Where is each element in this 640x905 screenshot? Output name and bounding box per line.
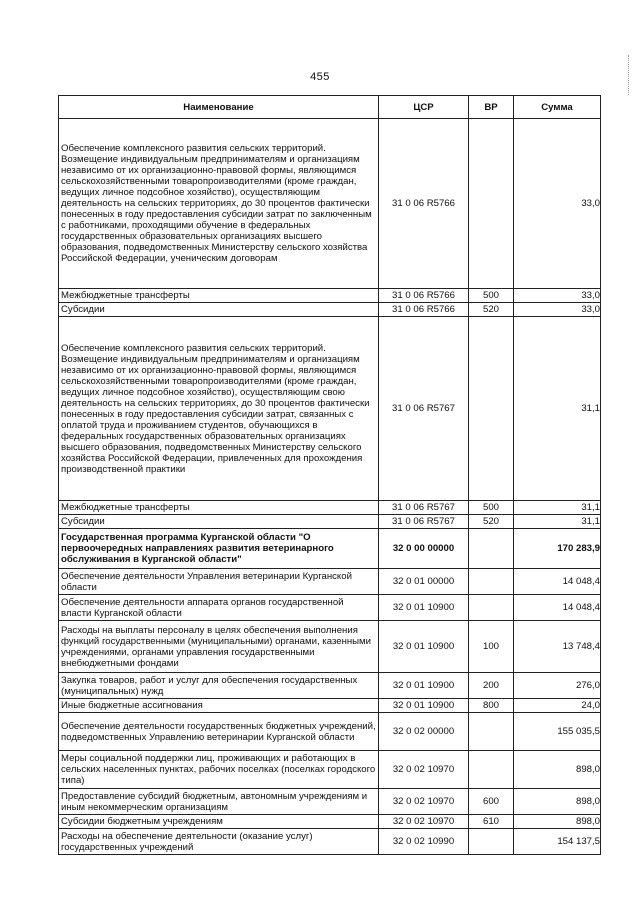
- header-csr: ЦСР: [379, 96, 469, 119]
- table-row: [59, 673, 601, 699]
- cell-csr: 32 0 00 00000: [379, 529, 469, 569]
- cell-sum: 13 748,4: [514, 621, 601, 673]
- cell-vr: 100: [469, 621, 514, 673]
- cell-sum: 155 035,5: [514, 713, 601, 751]
- cell-vr: [469, 595, 514, 621]
- cell-name: Межбюджетные трансферты: [59, 501, 379, 515]
- table-row: [59, 699, 601, 713]
- cell-sum: 31,1: [514, 501, 601, 515]
- cell-sum: 14 048,4: [514, 595, 601, 621]
- table-row: [59, 621, 601, 673]
- cell-sum: 33,0: [514, 119, 601, 289]
- cell-name: Расходы на обеспечение деятельности (оказание услуг) государственных учреждений: [59, 829, 379, 855]
- table-row: [59, 501, 601, 515]
- header-vr: ВР: [469, 96, 514, 119]
- cell-vr: [469, 713, 514, 751]
- table-row: [59, 119, 601, 289]
- cell-csr: 32 0 02 10970: [379, 789, 469, 815]
- cell-vr: 500: [469, 501, 514, 515]
- table-row: [59, 303, 601, 317]
- cell-vr: [469, 119, 514, 289]
- cell-vr: 520: [469, 515, 514, 529]
- cell-sum: 31,1: [514, 317, 601, 501]
- cell-name: Обеспечение деятельности аппарата органов государственной власти Курганской области: [59, 595, 379, 621]
- cell-csr: 32 0 01 10900: [379, 673, 469, 699]
- cell-name: Обеспечение деятельности государственных бюджетных учреждений, подведомственных Управлению ветеринарии Курганской области: [59, 713, 379, 751]
- cell-name: Субсидии: [59, 515, 379, 529]
- table-header-row: [59, 96, 601, 119]
- cell-csr: 31 0 06 R5767: [379, 501, 469, 515]
- cell-name: Обеспечение деятельности Управления ветеринарии Курганской области: [59, 569, 379, 595]
- cell-name: Обеспечение комплексного развития сельских территорий. Возмещение индивидуальным предпринимателям и организациям независимо от их организационно-правовой формы, являющимся сельскохозяйственными товаропроизводителями (кроме граждан, ведущих личное подсобное хозяйство), осуществляющим свою деятельность на сельских территориях, до 30 процентов фактически понесенных в году предоставления субсидии затрат, связанных с оплатой труда и проживанием студентов, обучающихся в федеральных государственных образовательных организациях высшего образования, подведомственных Министерству сельского хозяйства Российской Федерации, привлеченных для прохождения производственной практики: [59, 317, 379, 501]
- cell-vr: 200: [469, 673, 514, 699]
- cell-csr: 32 0 01 10900: [379, 699, 469, 713]
- table-row: [59, 595, 601, 621]
- cell-csr: 31 0 06 R5767: [379, 317, 469, 501]
- cell-csr: 32 0 02 10970: [379, 815, 469, 829]
- cell-vr: [469, 751, 514, 789]
- cell-sum: 24,0: [514, 699, 601, 713]
- table-row: [59, 713, 601, 751]
- cell-csr: 31 0 06 R5766: [379, 119, 469, 289]
- cell-sum: 33,0: [514, 289, 601, 303]
- cell-name: Субсидии: [59, 303, 379, 317]
- cell-csr: 32 0 02 10970: [379, 751, 469, 789]
- table-row: [59, 529, 601, 569]
- cell-name: Предоставление субсидий бюджетным, автономным учреждениям и иным некоммерческим организациям: [59, 789, 379, 815]
- scan-edge-mark: [628, 55, 630, 95]
- cell-sum: 898,0: [514, 815, 601, 829]
- cell-csr: 31 0 06 R5766: [379, 303, 469, 317]
- table-body: [59, 119, 601, 855]
- cell-name: Государственная программа Курганской области "О первоочередных направлениях развития ветеринарного обслуживания в Курганской области": [59, 529, 379, 569]
- header-name: Наименование: [59, 96, 379, 119]
- table-row: [59, 815, 601, 829]
- cell-sum: 154 137,5: [514, 829, 601, 855]
- cell-csr: 32 0 01 10900: [379, 595, 469, 621]
- cell-csr: 31 0 06 R5766: [379, 289, 469, 303]
- cell-csr: 32 0 02 00000: [379, 713, 469, 751]
- cell-name: Межбюджетные трансферты: [59, 289, 379, 303]
- header-sum: Сумма: [514, 96, 601, 119]
- cell-sum: 31,1: [514, 515, 601, 529]
- cell-name: Закупка товаров, работ и услуг для обеспечения государственных (муниципальных) нужд: [59, 673, 379, 699]
- cell-csr: 32 0 02 10990: [379, 829, 469, 855]
- cell-sum: 276,0: [514, 673, 601, 699]
- cell-csr: 32 0 01 00000: [379, 569, 469, 595]
- table-row: [59, 751, 601, 789]
- cell-csr: 32 0 01 10900: [379, 621, 469, 673]
- cell-csr: 31 0 06 R5767: [379, 515, 469, 529]
- cell-name: Обеспечение комплексного развития сельских территорий. Возмещение индивидуальным предпринимателям и организациям независимо от их организационно-правовой формы, являющимся сельскохозяйственными товаропроизводителями (кроме граждан, ведущих личное подсобное хозяйство), осуществляющим деятельность на сельских территориях, до 30 процентов фактически понесенных в году предоставления субсидии затрат по заключенным с работниками, проходящими обучение в федеральных государственных образовательных организациях высшего образования, подведомственных Министерству сельского хозяйства Российской Федерации, ученическим договорам: [59, 119, 379, 289]
- table-row: [59, 289, 601, 303]
- cell-vr: [469, 829, 514, 855]
- cell-sum: 14 048,4: [514, 569, 601, 595]
- table-row: [59, 317, 601, 501]
- table-row: [59, 515, 601, 529]
- cell-vr: 610: [469, 815, 514, 829]
- table-row: [59, 569, 601, 595]
- cell-vr: [469, 569, 514, 595]
- cell-sum: 898,0: [514, 789, 601, 815]
- cell-name: Меры социальной поддержки лиц, проживающих и работающих в сельских населенных пунктах, рабочих поселках (поселках городского типа): [59, 751, 379, 789]
- cell-name: Иные бюджетные ассигнования: [59, 699, 379, 713]
- cell-vr: 520: [469, 303, 514, 317]
- table-row: [59, 829, 601, 855]
- cell-vr: 800: [469, 699, 514, 713]
- cell-sum: 170 283,9: [514, 529, 601, 569]
- cell-sum: 33,0: [514, 303, 601, 317]
- cell-vr: [469, 317, 514, 501]
- cell-vr: 500: [469, 289, 514, 303]
- table-row: [59, 789, 601, 815]
- cell-vr: 600: [469, 789, 514, 815]
- cell-sum: 898,0: [514, 751, 601, 789]
- cell-vr: [469, 529, 514, 569]
- cell-name: Расходы на выплаты персоналу в целях обеспечения выполнения функций государственными (муниципальными) органами, казенными учреждениями, органами управления государственными внебюджетными фондами: [59, 621, 379, 673]
- page-number: 455: [310, 71, 330, 83]
- budget-table: [58, 95, 601, 855]
- cell-name: Субсидии бюджетным учреждениям: [59, 815, 379, 829]
